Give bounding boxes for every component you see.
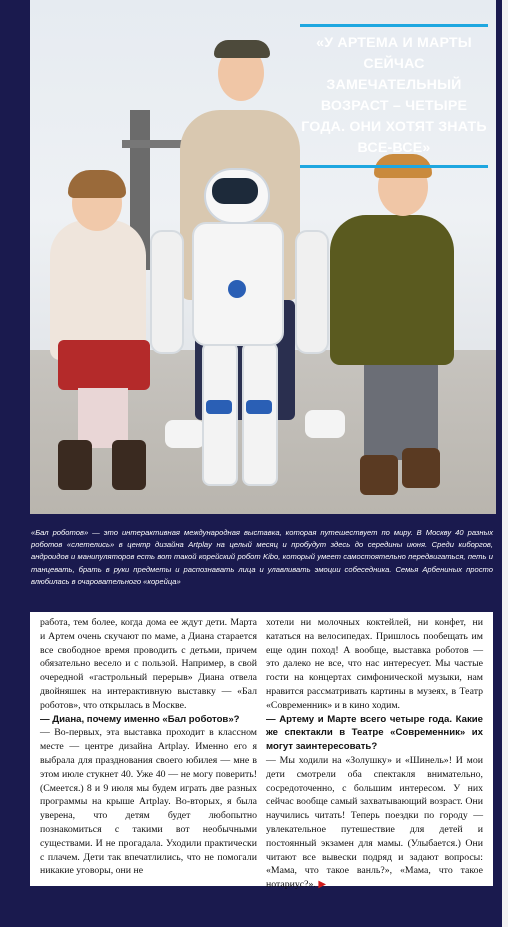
boy-boot-left <box>360 455 398 495</box>
paragraph: работа, тем более, когда дома ее ждут дети. Марта и Артем очень скучают по маме, а Диана старается все свободное время проводить с детьми, причем обязательно весело и с пользой. Например, в свой очередной «гастрольный перерыв» Диана отвела двойняшек на интерактивную выставку — «Бал роботов», что открылась в Москве. <box>40 617 257 711</box>
robot-leg-right <box>242 342 278 486</box>
paragraph-last <box>266 754 483 892</box>
article-column-left <box>40 616 257 878</box>
quote-text: «У АРТЕМА И МАРТЫ СЕЙЧАС ЗАМЕЧАТЕЛЬНЫЙ ВОЗРАСТ – ЧЕТЫРЕ ГОДА. ОНИ ХОТЯТ ЗНАТЬ ВСЕ-ВСЕ» <box>301 35 487 156</box>
robot-face <box>212 178 258 204</box>
robot-knee-right <box>246 400 272 414</box>
photo-caption: «Бал роботов» — это интерактивная международная выставка, которая путешествует по миру. В Москву 40 разных роботов «слетелись» в центр дизайна Artplay на целый месяц и пробудут здесь до середины июня. Среди киборгов, андроидов и манипуляторов есть вот такой корейский робот Kibo, который умеет самостоятельно передвигаться, петь и танцевать, брать в руки предметы и распознавать лица и улавливать эмоции собеседника. Семья Арбениных просто влюбилась в очаровательного «корейца» <box>31 528 493 586</box>
girl-boot-right <box>112 440 146 490</box>
girl-legs <box>78 388 128 448</box>
paragraph: — Во-первых, эта выставка проходит в классном месте — центре дизайна Artplay. Именно его я выбрала для празднования своего юбилея — мне в этом июле стукнет 40. Уже 40 — не могу поверить! (Смеется.) 8 и 9 июля мы будем играть две разных программы на крыше Artplay. Во-вторых, я была уверена, что детям будет любопытно познакомиться с такими вот необычными существами. И не прогадала. Уходили практически с плачем. Дети так впечатлились, что не помогали никакие уговоры, они не <box>40 727 257 877</box>
boy-boot-right <box>402 448 440 488</box>
girl-skirt <box>58 340 150 390</box>
article-body <box>30 612 493 891</box>
quote-rule-top <box>300 24 488 27</box>
boy-jacket <box>330 215 454 365</box>
paragraph-text: — Мы ходили на «Золушку» и «Шинель»! И мои дети смотрели оба спектакля внимательно, сосредоточенно, с большим интересом. У них сейчас вообще самый захватывающий возраст. Они научились читать! Теперь поездки по городу — увлекательное путешествие для детей и постоянный экзамен для мамы. (Улыбается.) Они читают все вывески подряд и задают вопросы: «Мама, что такое ванль?», «Мама, что такое нотариус?». <box>266 754 483 891</box>
girl-hair <box>68 170 126 198</box>
boy-legs <box>364 360 438 460</box>
background-equipment-bar <box>122 140 182 148</box>
robot-leg-left <box>202 342 238 486</box>
paragraph: хотели ни молочных коктейлей, ни конфет, ни кататься на велосипедах. Пришлось пообещать им еще один поход! А вообще, выставка роботов — это далеко не все, что нас интересует. Мы частые гости на концертах симфонической музыки, нам нравится рассматривать картины в музеях, в Театр «Современник» и в кино ходим. <box>266 617 483 711</box>
robot-chest-light <box>228 280 246 298</box>
robot-knee-left <box>206 400 232 414</box>
article-column-right <box>266 616 483 892</box>
interview-question: — Артему и Марте всего четыре года. Какие же спектакли в Театре «Современник» их могут заинтересовать? <box>266 713 483 753</box>
quote-rule-bottom <box>300 165 488 168</box>
girl-coat <box>50 220 146 360</box>
adult-shoe-right <box>305 410 345 438</box>
pull-quote <box>300 24 488 168</box>
girl-boot-left <box>58 440 92 490</box>
end-mark-icon: ▶ <box>318 879 326 891</box>
adult-shoe-left <box>165 420 205 448</box>
robot-arm-left <box>150 230 184 354</box>
page-edge <box>502 0 508 927</box>
interview-question: — Диана, почему именно «Бал роботов»? <box>40 713 240 725</box>
robot-arm-right <box>295 230 329 354</box>
adult-cap <box>214 40 270 58</box>
